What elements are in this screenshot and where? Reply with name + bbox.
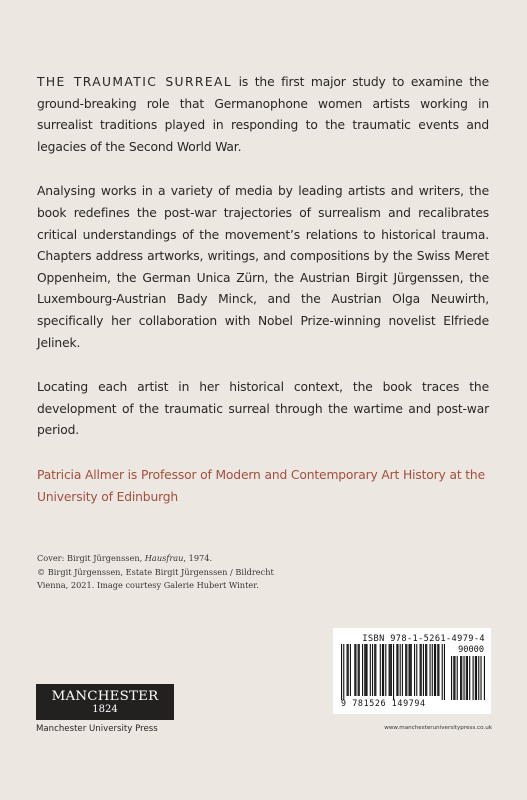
publisher-name: Manchester University Press — [36, 724, 158, 734]
addon-bar — [473, 656, 474, 700]
barcode-bar — [397, 644, 398, 696]
barcode-bar — [434, 644, 435, 696]
barcode-bar — [420, 644, 421, 696]
barcode-bar — [391, 644, 392, 696]
blurb-paragraph-1-rest: is the first major study to examine the ground-breaking role that Germanophone women artists working in surrealist traditions played in responding to the traumatic events and legacies of the Second World War. — [37, 75, 489, 154]
barcode-bar — [343, 644, 344, 700]
barcode-addon-number: 90000 — [458, 645, 484, 655]
barcode-bar — [372, 644, 373, 696]
barcode-bar — [442, 644, 443, 700]
barcode-bar — [438, 644, 439, 696]
barcode-bar — [423, 644, 424, 696]
barcode-bar — [362, 644, 363, 696]
barcode-bar — [437, 644, 438, 696]
publisher-logo — [36, 684, 174, 720]
barcode-bar — [370, 644, 371, 696]
addon-bar — [454, 656, 455, 700]
barcode-bar — [389, 644, 390, 696]
barcode-bar — [430, 644, 431, 696]
barcode-bar — [400, 644, 401, 696]
barcode-bar — [380, 644, 381, 696]
barcode-bar — [432, 644, 433, 696]
barcode-bar — [350, 644, 351, 696]
barcode-bar — [405, 644, 406, 696]
logo-year: 1824 — [92, 704, 118, 715]
addon-bar — [469, 656, 470, 700]
barcode-bar — [414, 644, 415, 696]
artwork-title: Hausfrau — [144, 553, 184, 563]
addon-bar — [467, 656, 468, 700]
barcode-bar — [365, 644, 366, 696]
barcode-bar — [358, 644, 359, 696]
isbn-text: ISBN 978-1-5261-4979-4 — [362, 634, 485, 644]
credit-line-1: Cover: Birgit Jürgenssen, Hausfrau, 1974. — [37, 553, 213, 563]
addon-bar — [475, 656, 476, 700]
barcode-bar — [411, 644, 412, 696]
barcode-bar — [393, 644, 394, 700]
addon-bar — [451, 656, 452, 700]
barcode-bar — [383, 644, 384, 696]
barcode-bar — [416, 644, 417, 696]
addon-bar — [484, 656, 485, 700]
barcode-bar — [402, 644, 403, 696]
publisher-url: www.manchesteruniversitypress.co.uk — [384, 725, 492, 731]
barcode-bar — [390, 644, 391, 696]
barcode-bar — [426, 644, 427, 696]
barcode-bar — [444, 644, 445, 700]
blurb-paragraph-2: Analysing works in a variety of media by leading artists and writers, the book redefines the post-war trajectories of surrealism and recalibrates critical understandings of the movement’s relations to historical trauma. Chapters address artworks, writings, and compositions by the Swiss Meret Oppenheim, the German Unica Zürn, the Austrian Birgit Jürgenssen, the Luxembourg-Austrian Bady Minck, and the Austrian Olga Neuwirth, specifically her collaboration with Nobel Prize-winning novelist Elfriede Jelinek. — [37, 184, 489, 350]
barcode-bar — [382, 644, 383, 696]
blurb-paragraph-3: Locating each artist in her historical context, the book traces the development of the traumatic surreal through the wartime and post-war period. — [37, 380, 489, 438]
addon-bar — [480, 656, 481, 700]
barcode-bar — [421, 644, 422, 696]
ean-digits: 9 781526 149794 — [341, 698, 426, 708]
barcode-bar — [355, 644, 356, 696]
barcode-bar — [366, 644, 367, 696]
barcode-bar — [385, 644, 386, 696]
barcode-bar — [396, 644, 397, 696]
barcode-bar — [347, 644, 348, 696]
addon-bar — [476, 656, 477, 700]
barcode-panel — [333, 628, 491, 714]
barcode-bar — [425, 644, 426, 696]
cover-credits — [37, 552, 337, 593]
addon-bar — [457, 656, 458, 700]
barcode-bar — [348, 644, 349, 696]
barcode-bar — [354, 644, 355, 696]
barcode-bar — [359, 644, 360, 696]
addon-bar — [463, 656, 464, 700]
addon-bar — [461, 656, 462, 700]
barcode-bar — [375, 644, 376, 696]
barcode-bar — [374, 644, 375, 696]
credit-line-3: Vienna, 2021. Image courtesy Galerie Hubert Winter. — [37, 580, 259, 591]
barcode-bar — [364, 644, 365, 696]
author-bio: Patricia Allmer is Professor of Modern and Contemporary Art History at the University of Edinburgh — [37, 467, 485, 504]
blurb-text — [37, 72, 489, 531]
addon-bar — [460, 656, 461, 700]
logo-name: MANCHESTER — [51, 689, 159, 704]
barcode-bar — [410, 644, 411, 696]
blurb-paragraph-1 — [37, 72, 489, 158]
addon-bar — [453, 656, 454, 700]
addon-bar — [466, 656, 467, 700]
barcode-bar — [435, 644, 436, 696]
barcode-bar — [408, 644, 409, 696]
barcode-bar — [341, 644, 342, 700]
book-title-lead: THE TRAUMATIC SURREAL — [37, 75, 233, 89]
addon-bar — [478, 656, 479, 700]
barcode-bar — [406, 644, 407, 696]
credit-line-2: © Birgit Jürgenssen, Estate Birgit Jürgenssen / Bildrecht — [37, 566, 274, 577]
